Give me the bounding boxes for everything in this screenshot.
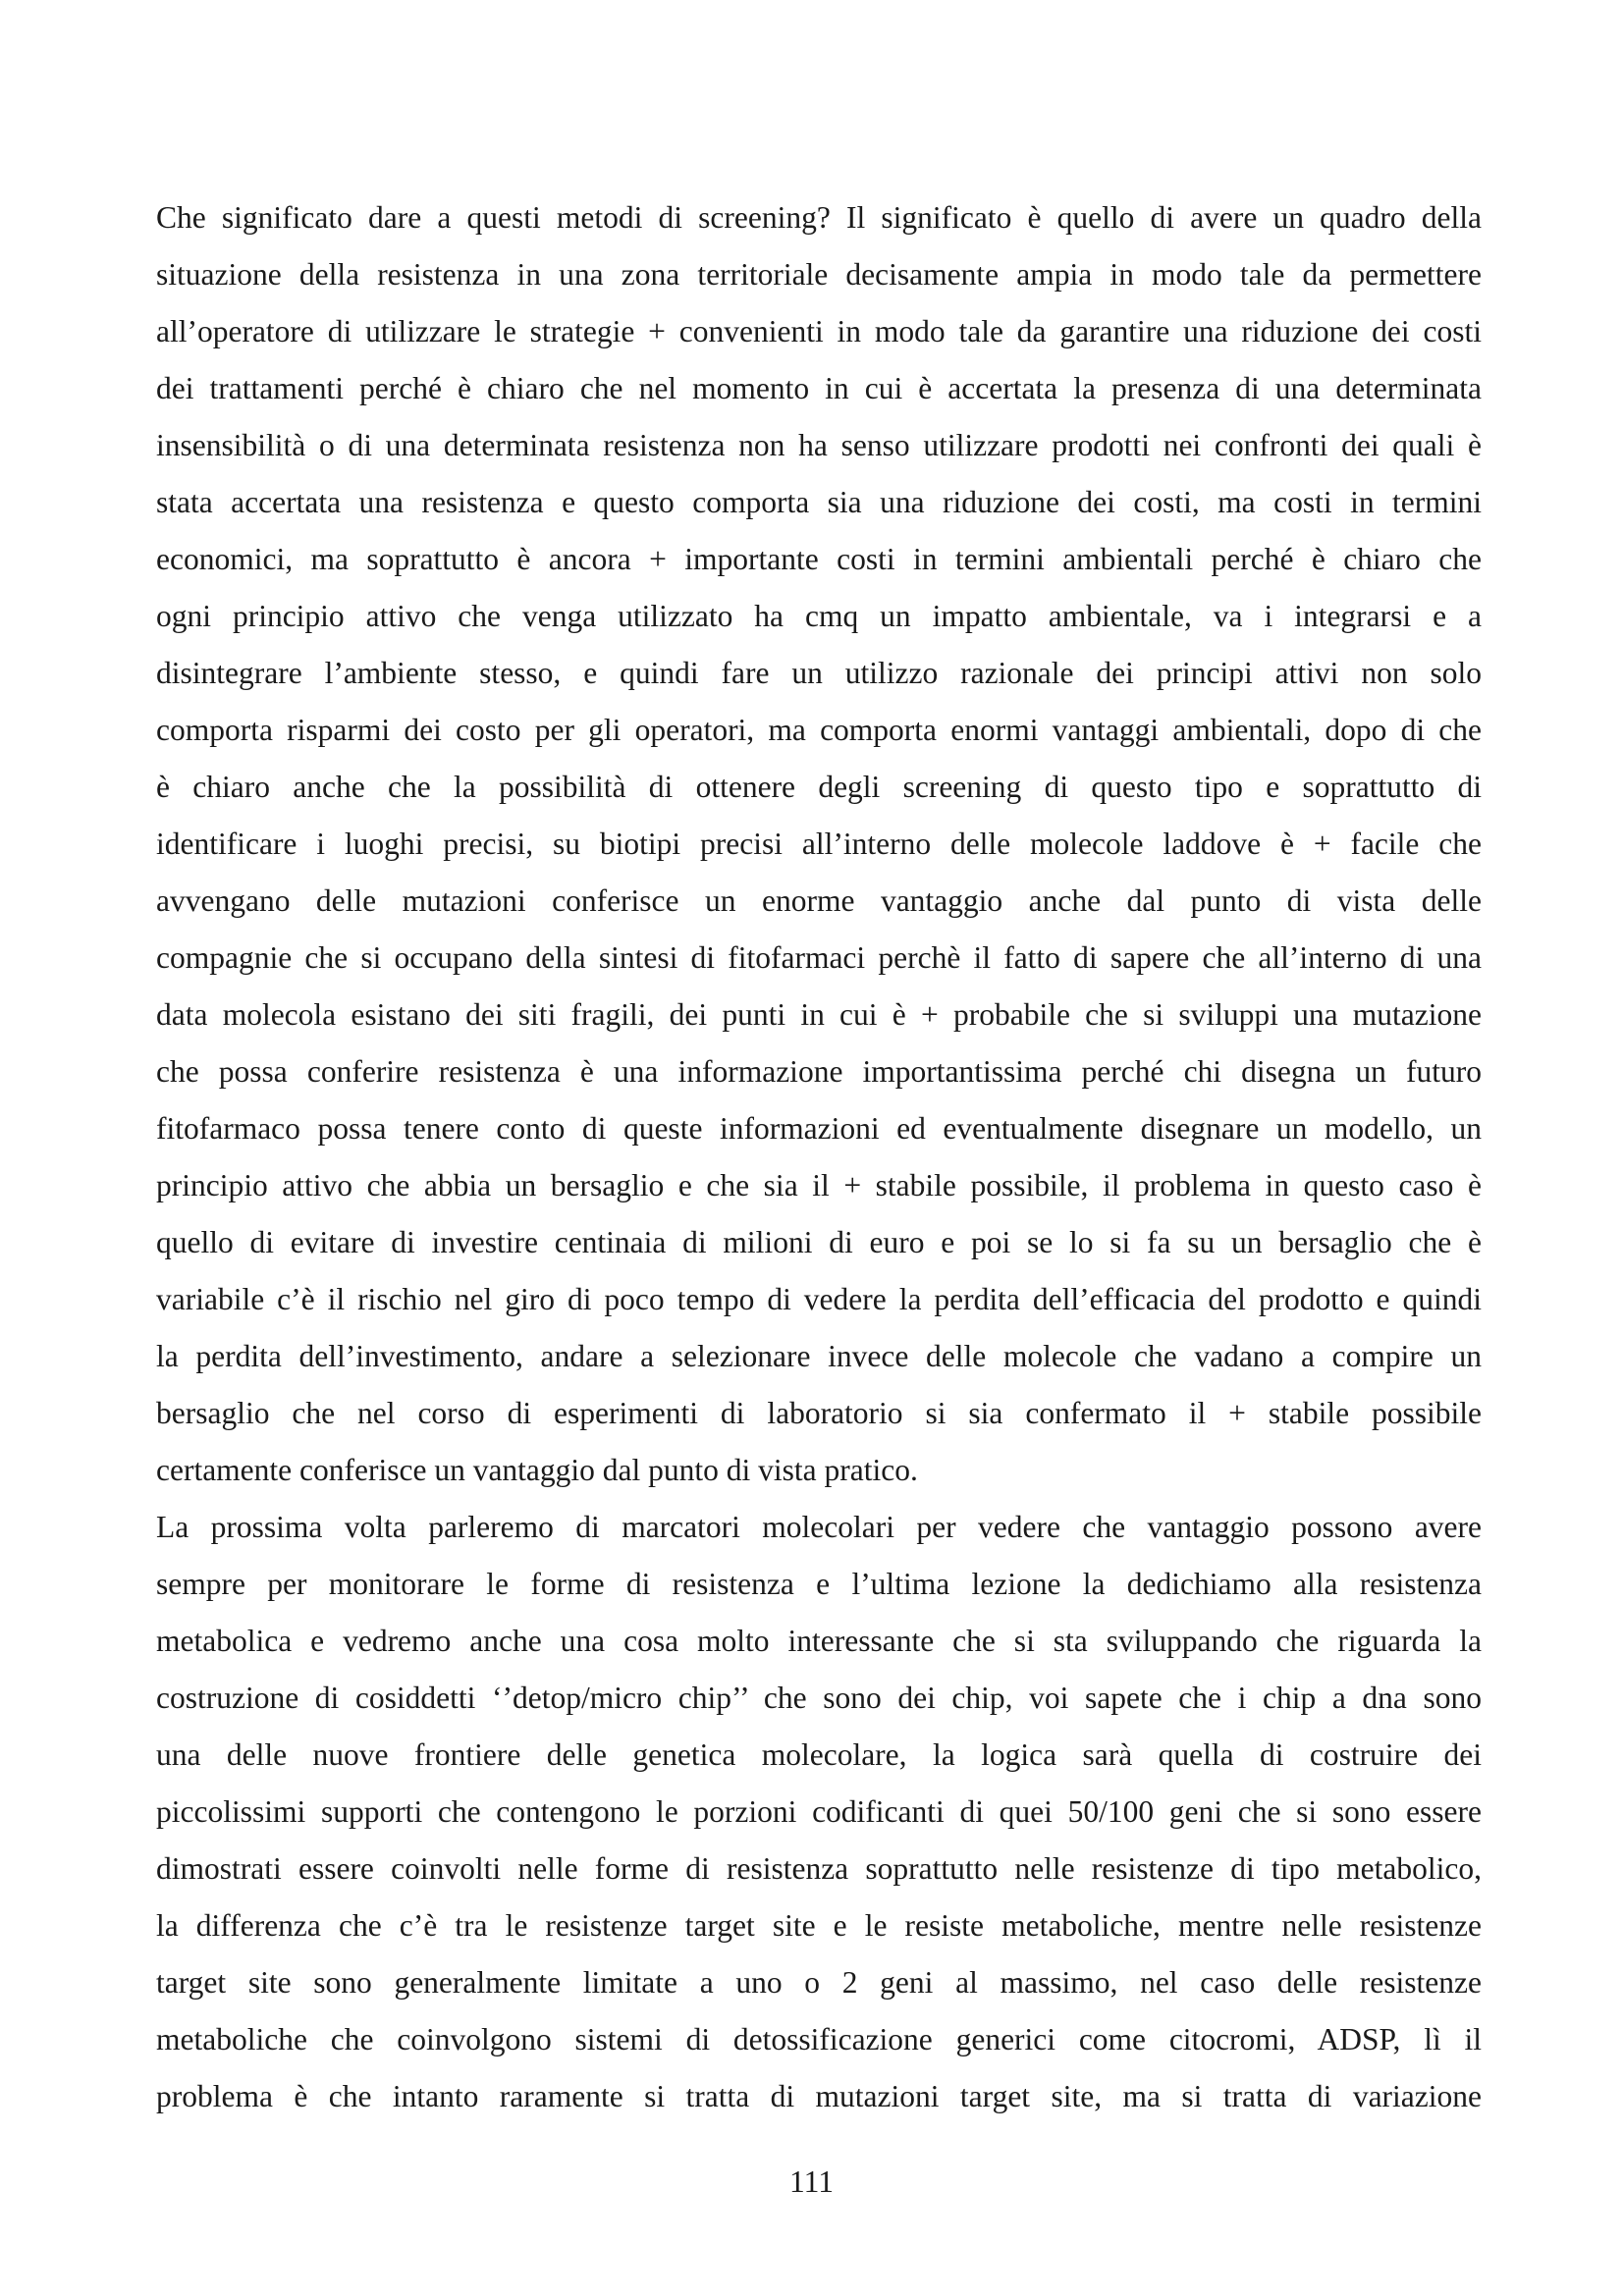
text-line-7: economici, ma soprattutto è ancora + importante costi in termini ambientali perché è chiaro che [156, 542, 1482, 576]
text-line-31: la differenza che c’è tra le resistenze target site e le resiste metaboliche, mentre nelle resistenze [156, 1908, 1482, 1943]
text-line-14: compagnie che si occupano della sintesi di fitofarmaci perchè il fatto di sapere che all’interno di una [156, 940, 1482, 975]
text-line-1: Che significato dare a questi metodi di screening? Il significato è quello di avere un quadro della [156, 200, 1482, 235]
text-line-15: data molecola esistano dei siti fragili, dei punti in cui è + probabile che si sviluppi una mutazione [156, 997, 1482, 1032]
text-line-22: bersaglio che nel corso di esperimenti di laboratorio si sia confermato il + stabile possibile [156, 1396, 1482, 1430]
text-line-11: è chiaro anche che la possibilità di ottenere degli screening di questo tipo e soprattutto di [156, 770, 1482, 804]
text-line-16: che possa conferire resistenza è una informazione importantissima perché chi disegna un futuro [156, 1054, 1482, 1089]
text-line-2: situazione della resistenza in una zona territoriale decisamente ampia in modo tale da permettere [156, 257, 1482, 292]
text-line-12: identificare i luoghi precisi, su biotipi precisi all’interno delle molecole laddove è + facile che [156, 827, 1482, 861]
text-line-6: stata accertata una resistenza e questo comporta sia una riduzione dei costi, ma costi in termini [156, 485, 1482, 519]
text-line-3: all’operatore di utilizzare le strategie + convenienti in modo tale da garantire una riduzione dei costi [156, 314, 1482, 348]
text-line-5: insensibilità o di una determinata resistenza non ha senso utilizzare prodotti nei confronti dei quali è [156, 428, 1482, 462]
text-line-32: target site sono generalmente limitate a uno o 2 geni al massimo, nel caso delle resistenze [156, 1965, 1482, 2000]
text-line-9: disintegrare l’ambiente stesso, e quindi fare un utilizzo razionale dei principi attivi non solo [156, 656, 1482, 690]
text-line-8: ogni principio attivo che venga utilizzato ha cmq un impatto ambientale, va i integrarsi e a [156, 599, 1482, 633]
page-number: 111 [789, 2164, 834, 2199]
text-line-21: la perdita dell’investimento, andare a selezionare invece delle molecole che vadano a compire un [156, 1339, 1482, 1373]
text-line-19: quello di evitare di investire centinaia di milioni di euro e poi se lo si fa su un bersaglio che è [156, 1225, 1482, 1259]
body-text [156, 189, 1482, 2125]
text-line-28: una delle nuove frontiere delle genetica molecolare, la logica sarà quella di costruire dei [156, 1737, 1482, 1772]
text-line-30: dimostrati essere coinvolti nelle forme di resistenza soprattutto nelle resistenze di tipo metabolico, [156, 1851, 1482, 1886]
text-line-20: variabile c’è il rischio nel giro di poco tempo di vedere la perdita dell’efficacia del prodotto e quindi [156, 1282, 1482, 1316]
text-line-27: costruzione di cosiddetti ‘’detop/micro chip’’ che sono dei chip, voi sapete che i chip a dna sono [156, 1681, 1482, 1715]
text-line-23: certamente conferisce un vantaggio dal punto di vista pratico. [156, 1453, 918, 1487]
text-line-24: La prossima volta parleremo di marcatori molecolari per vedere che vantaggio possono avere [156, 1510, 1482, 1544]
text-line-29: piccolissimi supporti che contengono le porzioni codificanti di quei 50/100 geni che si sono essere [156, 1794, 1482, 1829]
text-line-26: metabolica e vedremo anche una cosa molto interessante che si sta sviluppando che riguarda la [156, 1624, 1482, 1658]
text-line-25: sempre per monitorare le forme di resistenza e l’ultima lezione la dedichiamo alla resistenza [156, 1567, 1482, 1601]
text-line-10: comporta risparmi dei costo per gli operatori, ma comporta enormi vantaggi ambientali, dopo di che [156, 713, 1482, 747]
text-line-13: avvengano delle mutazioni conferisce un enorme vantaggio anche dal punto di vista delle [156, 883, 1482, 918]
text-line-33: metaboliche che coinvolgono sistemi di detossificazione generici come citocromi, ADSP, lì il [156, 2022, 1482, 2056]
text-line-4: dei trattamenti perché è chiaro che nel momento in cui è accertata la presenza di una determinata [156, 371, 1482, 405]
text-line-34: problema è che intanto raramente si tratta di mutazioni target site, ma si tratta di variazione [156, 2079, 1482, 2113]
text-line-18: principio attivo che abbia un bersaglio e che sia il + stabile possibile, il problema in questo caso è [156, 1168, 1482, 1202]
text-line-17: fitofarmaco possa tenere conto di queste informazioni ed eventualmente disegnare un modello, un [156, 1111, 1482, 1146]
